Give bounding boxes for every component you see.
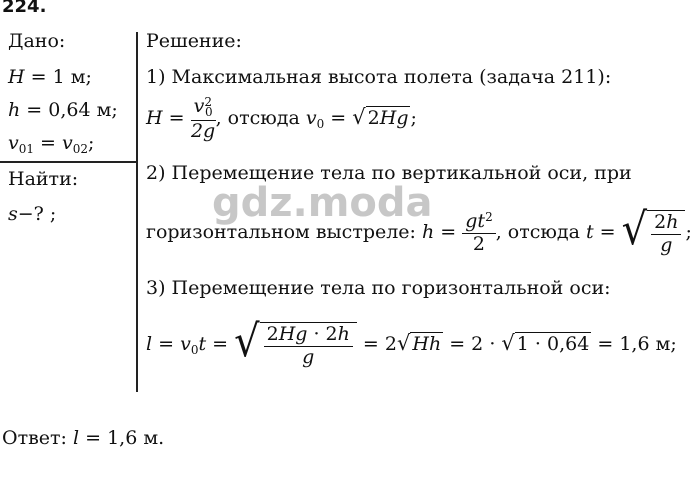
- horizontal-divider: [0, 161, 137, 163]
- sqrt-2hg-2h-over-g: √ $\frac{2Hg \cdot 2h}{g}$: [234, 322, 357, 368]
- solution-step-3: 3) Перемещение тела по горизонтальной оси:: [146, 277, 611, 299]
- formula-vertical-displacement: горизонтальном выстреле: h = $\frac{gt^2}{2}$ , отсюда t = √ $\frac{2h}{g}$ ;: [146, 204, 692, 256]
- step1-suffix: , отсюда: [215, 106, 300, 129]
- watermark: gdz.moda: [212, 180, 433, 226]
- answer-label: Ответ:: [2, 427, 67, 449]
- given-line-2: h = 0,64 м;: [8, 99, 118, 121]
- given-line-3: $v_{01} = v_{02}$;: [8, 132, 95, 156]
- sqrt-2h-over-g: √ $\frac{2h}{g}$: [622, 210, 686, 256]
- fraction-gt2-over-2: $\frac{gt^2}{2}$: [462, 211, 495, 255]
- answer-line: Ответ: l = 1,6 м.: [2, 427, 165, 449]
- vertical-divider: [136, 32, 138, 392]
- problem-number: 224.: [2, 0, 47, 17]
- fraction-v0-squared-over-2g: $\frac{v^2_0}{2g}$: [190, 95, 216, 142]
- find-line-1: s−? ;: [8, 203, 57, 225]
- formula-max-height: H = $\frac{v^2_0}{2g}$ , отсюда $v_0$ = √ 2Hg ;: [146, 95, 417, 142]
- given-line-1: H = 1 м;: [8, 66, 92, 88]
- sqrt-sign: √: [352, 104, 366, 129]
- solution-step-2-line-1: 2) Перемещение тела по вертикальной оси, при: [146, 162, 632, 184]
- given-title: Дано:: [8, 30, 66, 52]
- solution-step-1: 1) Максимальная высота полета (задача 211):: [146, 66, 612, 88]
- find-title: Найти:: [8, 168, 79, 190]
- formula-horizontal-displacement: $l = v_0t$ = √ $\frac{2Hg \cdot 2h}{g}$ = 2√ Hh = 2 · √ 1 · 0,64 = 1,6 м;: [146, 316, 677, 368]
- step3-result: = 1,6 м;: [597, 332, 677, 355]
- step2-line-2: горизонтальном выстреле:: [146, 220, 416, 243]
- solution-title: Решение:: [146, 30, 242, 52]
- step2-suffix: , отсюда: [495, 220, 580, 243]
